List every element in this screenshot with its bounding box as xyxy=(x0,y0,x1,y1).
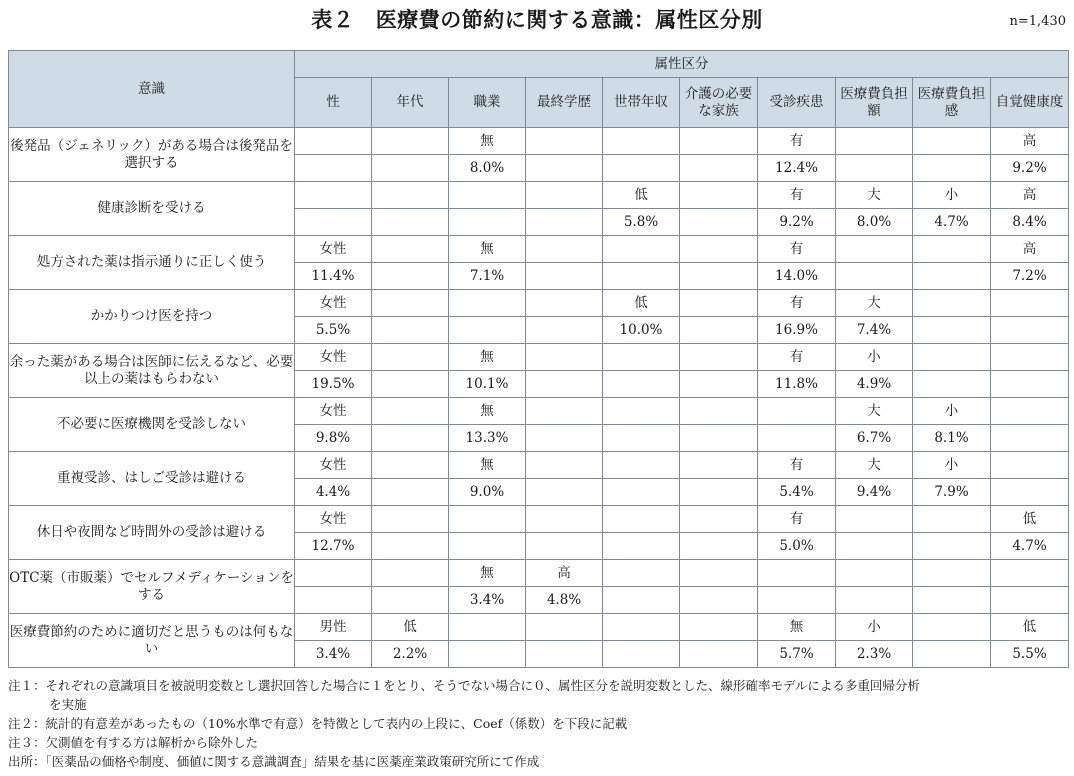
coefficient-cell: 3.4% xyxy=(295,641,372,668)
coefficient-cell xyxy=(913,587,991,614)
feature-cell: 有 xyxy=(758,290,836,317)
feature-cell xyxy=(603,236,680,263)
column-header: 性 xyxy=(295,78,372,128)
consciousness-item: OTC薬（市販薬）でセルフメディケーションをする xyxy=(9,560,295,614)
coefficient-cell: 5.7% xyxy=(758,641,836,668)
feature-cell xyxy=(526,452,603,479)
table-row-upper xyxy=(9,128,1069,155)
coefficient-cell xyxy=(526,479,603,506)
feature-cell xyxy=(603,344,680,371)
coefficient-cell xyxy=(603,587,680,614)
feature-cell xyxy=(680,452,758,479)
feature-cell xyxy=(372,128,449,155)
coefficient-cell xyxy=(913,371,991,398)
coefficient-cell: 14.0% xyxy=(758,263,836,290)
feature-cell: 小 xyxy=(913,452,991,479)
coefficient-cell: 12.7% xyxy=(295,533,372,560)
coefficient-cell xyxy=(680,263,758,290)
feature-cell: 高 xyxy=(991,128,1069,155)
feature-cell xyxy=(913,506,991,533)
coefficient-cell xyxy=(372,533,449,560)
notes xyxy=(8,676,1068,771)
coefficient-cell xyxy=(603,155,680,182)
coefficient-cell xyxy=(603,371,680,398)
feature-cell xyxy=(526,344,603,371)
coefficient-cell: 5.4% xyxy=(758,479,836,506)
feature-cell xyxy=(526,506,603,533)
coefficient-cell xyxy=(526,317,603,344)
coefficient-cell xyxy=(913,641,991,668)
coefficient-cell xyxy=(295,587,372,614)
table-row-upper xyxy=(9,560,1069,587)
consciousness-item: 不必要に医療機関を受診しない xyxy=(9,398,295,452)
coefficient-cell xyxy=(603,479,680,506)
coefficient-cell: 16.9% xyxy=(758,317,836,344)
column-header: 職業 xyxy=(449,78,526,128)
feature-cell xyxy=(991,290,1069,317)
feature-cell xyxy=(372,560,449,587)
column-header: 自覚健康度 xyxy=(991,78,1069,128)
coefficient-cell xyxy=(526,371,603,398)
feature-cell xyxy=(680,128,758,155)
feature-cell xyxy=(603,128,680,155)
column-header: 医療費負担額 xyxy=(836,78,913,128)
feature-cell xyxy=(836,506,913,533)
coefficient-cell: 13.3% xyxy=(449,425,526,452)
table-row-upper xyxy=(9,236,1069,263)
feature-cell: 女性 xyxy=(295,398,372,425)
table-row-upper xyxy=(9,344,1069,371)
consciousness-item: 余った薬がある場合は医師に伝えるなど、必要以上の薬はもらわない xyxy=(9,344,295,398)
feature-cell xyxy=(913,614,991,641)
feature-cell: 大 xyxy=(836,398,913,425)
feature-cell: 無 xyxy=(449,560,526,587)
feature-cell xyxy=(680,182,758,209)
coefficient-cell: 8.4% xyxy=(991,209,1069,236)
table-row-upper xyxy=(9,614,1069,641)
feature-cell xyxy=(372,344,449,371)
feature-cell xyxy=(372,290,449,317)
feature-cell: 高 xyxy=(991,182,1069,209)
table-row-upper xyxy=(9,290,1069,317)
feature-cell xyxy=(758,560,836,587)
coefficient-cell xyxy=(526,641,603,668)
coefficient-cell: 7.4% xyxy=(836,317,913,344)
coefficient-cell xyxy=(449,209,526,236)
feature-cell: 女性 xyxy=(295,236,372,263)
feature-cell xyxy=(372,398,449,425)
feature-cell: 低 xyxy=(991,506,1069,533)
coefficient-cell: 12.4% xyxy=(758,155,836,182)
coefficient-cell xyxy=(680,587,758,614)
coefficient-cell xyxy=(603,425,680,452)
feature-cell: 有 xyxy=(758,344,836,371)
feature-cell: 大 xyxy=(836,290,913,317)
feature-cell xyxy=(913,344,991,371)
feature-cell xyxy=(372,236,449,263)
feature-cell xyxy=(526,182,603,209)
coefficient-cell xyxy=(836,263,913,290)
feature-cell: 小 xyxy=(913,398,991,425)
feature-cell xyxy=(372,506,449,533)
feature-cell: 無 xyxy=(449,398,526,425)
coefficient-cell xyxy=(836,155,913,182)
coefficient-cell xyxy=(526,425,603,452)
coefficient-cell: 8.1% xyxy=(913,425,991,452)
feature-cell xyxy=(295,182,372,209)
feature-cell: 無 xyxy=(449,236,526,263)
feature-cell xyxy=(913,236,991,263)
feature-cell xyxy=(680,614,758,641)
feature-cell: 小 xyxy=(913,182,991,209)
feature-cell: 無 xyxy=(449,128,526,155)
table-row-upper xyxy=(9,506,1069,533)
consciousness-item: 重複受診、はしご受診は避ける xyxy=(9,452,295,506)
feature-cell xyxy=(449,614,526,641)
feature-cell xyxy=(680,398,758,425)
feature-cell xyxy=(991,560,1069,587)
feature-cell xyxy=(449,290,526,317)
feature-cell: 低 xyxy=(372,614,449,641)
feature-cell xyxy=(913,128,991,155)
coefficient-cell: 10.0% xyxy=(603,317,680,344)
coefficient-cell xyxy=(372,317,449,344)
coefficient-cell: 10.1% xyxy=(449,371,526,398)
coefficient-cell: 11.8% xyxy=(758,371,836,398)
coefficient-cell: 4.7% xyxy=(913,209,991,236)
coefficient-cell xyxy=(991,479,1069,506)
coefficient-cell xyxy=(372,155,449,182)
feature-cell xyxy=(526,290,603,317)
coefficient-cell xyxy=(680,479,758,506)
note-3: 注３：欠測値を有する方は解析から除外した xyxy=(8,735,259,750)
column-header: 世帯年収 xyxy=(603,78,680,128)
coefficient-cell xyxy=(836,587,913,614)
coefficient-cell xyxy=(526,209,603,236)
feature-cell: 無 xyxy=(449,344,526,371)
feature-cell xyxy=(603,560,680,587)
coefficient-cell xyxy=(680,425,758,452)
column-header: 介護の必要な家族 xyxy=(680,78,758,128)
feature-cell xyxy=(991,344,1069,371)
feature-cell xyxy=(836,236,913,263)
sample-size-label: n=1,430 xyxy=(1009,14,1066,29)
coefficient-cell xyxy=(680,317,758,344)
feature-cell xyxy=(836,560,913,587)
feature-cell: 有 xyxy=(758,452,836,479)
coefficient-cell: 2.2% xyxy=(372,641,449,668)
coefficient-cell: 9.8% xyxy=(295,425,372,452)
feature-cell: 無 xyxy=(449,452,526,479)
consciousness-table xyxy=(8,50,1069,668)
coefficient-cell: 5.5% xyxy=(991,641,1069,668)
coefficient-cell xyxy=(913,533,991,560)
column-header: 最終学歴 xyxy=(526,78,603,128)
coefficient-cell: 6.7% xyxy=(836,425,913,452)
feature-cell: 低 xyxy=(603,290,680,317)
coefficient-cell xyxy=(526,155,603,182)
feature-cell: 女性 xyxy=(295,344,372,371)
coefficient-cell xyxy=(913,317,991,344)
feature-cell: 低 xyxy=(991,614,1069,641)
coefficient-cell xyxy=(372,425,449,452)
feature-cell xyxy=(913,560,991,587)
coefficient-cell xyxy=(449,641,526,668)
feature-cell: 小 xyxy=(836,344,913,371)
feature-cell xyxy=(603,506,680,533)
feature-cell xyxy=(372,182,449,209)
coefficient-cell: 7.2% xyxy=(991,263,1069,290)
coefficient-cell: 4.7% xyxy=(991,533,1069,560)
feature-cell: 小 xyxy=(836,614,913,641)
table-title: 表２ 医療費の節約に関する意識：属性区分別 xyxy=(311,8,763,32)
coefficient-cell: 9.4% xyxy=(836,479,913,506)
feature-cell xyxy=(758,398,836,425)
column-header: 受診疾患 xyxy=(758,78,836,128)
feature-cell: 女性 xyxy=(295,290,372,317)
feature-cell: 女性 xyxy=(295,452,372,479)
feature-cell xyxy=(603,398,680,425)
consciousness-item: 休日や夜間など時間外の受診は避ける xyxy=(9,506,295,560)
coefficient-cell: 7.9% xyxy=(913,479,991,506)
coefficient-cell: 2.3% xyxy=(836,641,913,668)
coefficient-cell xyxy=(680,209,758,236)
coefficient-cell xyxy=(680,641,758,668)
coefficient-cell xyxy=(295,155,372,182)
feature-cell: 大 xyxy=(836,182,913,209)
coefficient-cell: 8.0% xyxy=(836,209,913,236)
feature-cell xyxy=(372,452,449,479)
consciousness-item: 医療費節約のために適切だと思うものは何もない xyxy=(9,614,295,668)
feature-cell: 有 xyxy=(758,182,836,209)
coefficient-cell: 4.8% xyxy=(526,587,603,614)
feature-cell xyxy=(913,290,991,317)
coefficient-cell: 19.5% xyxy=(295,371,372,398)
coefficient-cell xyxy=(836,533,913,560)
consciousness-item: かかりつけ医を持つ xyxy=(9,290,295,344)
feature-cell xyxy=(680,506,758,533)
coefficient-cell xyxy=(372,371,449,398)
coefficient-cell xyxy=(913,263,991,290)
feature-cell xyxy=(295,128,372,155)
feature-cell xyxy=(526,614,603,641)
coefficient-cell: 5.5% xyxy=(295,317,372,344)
coefficient-cell: 5.8% xyxy=(603,209,680,236)
coefficient-cell: 9.2% xyxy=(991,155,1069,182)
feature-cell xyxy=(295,560,372,587)
feature-cell xyxy=(603,614,680,641)
coefficient-cell: 11.4% xyxy=(295,263,372,290)
feature-cell xyxy=(991,452,1069,479)
coefficient-cell xyxy=(449,533,526,560)
coefficient-cell xyxy=(449,317,526,344)
note-1-continued: を実施 xyxy=(49,697,87,712)
coefficient-cell xyxy=(372,209,449,236)
coefficient-cell: 4.4% xyxy=(295,479,372,506)
feature-cell xyxy=(680,560,758,587)
feature-cell xyxy=(526,398,603,425)
coefficient-cell xyxy=(295,209,372,236)
feature-cell xyxy=(836,128,913,155)
coefficient-cell: 3.4% xyxy=(449,587,526,614)
feature-cell xyxy=(680,290,758,317)
coefficient-cell xyxy=(913,155,991,182)
coefficient-cell: 9.0% xyxy=(449,479,526,506)
coefficient-cell xyxy=(372,479,449,506)
feature-cell: 低 xyxy=(603,182,680,209)
coefficient-cell: 7.1% xyxy=(449,263,526,290)
consciousness-item: 健康診断を受ける xyxy=(9,182,295,236)
coefficient-cell xyxy=(603,641,680,668)
header-attribute-group: 属性区分 xyxy=(295,51,1069,78)
feature-cell xyxy=(603,452,680,479)
feature-cell: 有 xyxy=(758,506,836,533)
coefficient-cell: 8.0% xyxy=(449,155,526,182)
coefficient-cell xyxy=(526,263,603,290)
feature-cell xyxy=(449,506,526,533)
note-1: 注１：それぞれの意識項目を被説明変数とし選択回答した場合に１をとり、そうでない場合に０、属性区分を説明変数とした、線形確率モデルによる多重回帰分析 xyxy=(8,678,920,693)
coefficient-cell xyxy=(991,317,1069,344)
feature-cell: 大 xyxy=(836,452,913,479)
coefficient-cell xyxy=(680,155,758,182)
feature-cell: 高 xyxy=(991,236,1069,263)
coefficient-cell xyxy=(991,425,1069,452)
feature-cell: 高 xyxy=(526,560,603,587)
coefficient-cell: 5.0% xyxy=(758,533,836,560)
coefficient-cell xyxy=(991,371,1069,398)
feature-cell xyxy=(680,344,758,371)
feature-cell: 有 xyxy=(758,128,836,155)
feature-cell: 女性 xyxy=(295,506,372,533)
coefficient-cell xyxy=(680,371,758,398)
feature-cell: 有 xyxy=(758,236,836,263)
consciousness-item: 処方された薬は指示通りに正しく使う xyxy=(9,236,295,290)
feature-cell xyxy=(526,128,603,155)
coefficient-cell xyxy=(372,587,449,614)
feature-cell: 男性 xyxy=(295,614,372,641)
feature-cell xyxy=(680,236,758,263)
column-header: 医療費負担感 xyxy=(913,78,991,128)
column-header: 年代 xyxy=(372,78,449,128)
coefficient-cell xyxy=(526,533,603,560)
table-row-upper xyxy=(9,182,1069,209)
coefficient-cell: 9.2% xyxy=(758,209,836,236)
feature-cell: 無 xyxy=(758,614,836,641)
table-row-upper xyxy=(9,452,1069,479)
feature-cell xyxy=(526,236,603,263)
coefficient-cell xyxy=(680,533,758,560)
feature-cell xyxy=(449,182,526,209)
coefficient-cell xyxy=(758,425,836,452)
note-2: 注２：統計的有意差があったもの（10%水準で有意）を特徴として表内の上段に、Coef（係数）を下段に記載 xyxy=(8,716,628,731)
feature-cell xyxy=(991,398,1069,425)
source-note: 出所：「医薬品の価格や制度、価値に関する意識調査」結果を基に医薬産業政策研究所にて作成 xyxy=(8,754,540,769)
header-consciousness: 意識 xyxy=(9,51,295,128)
coefficient-cell xyxy=(372,263,449,290)
coefficient-cell xyxy=(603,263,680,290)
coefficient-cell: 4.9% xyxy=(836,371,913,398)
coefficient-cell xyxy=(991,587,1069,614)
coefficient-cell xyxy=(758,587,836,614)
table-row-upper xyxy=(9,398,1069,425)
coefficient-cell xyxy=(603,533,680,560)
consciousness-item: 後発品（ジェネリック）がある場合は後発品を選択する xyxy=(9,128,295,182)
